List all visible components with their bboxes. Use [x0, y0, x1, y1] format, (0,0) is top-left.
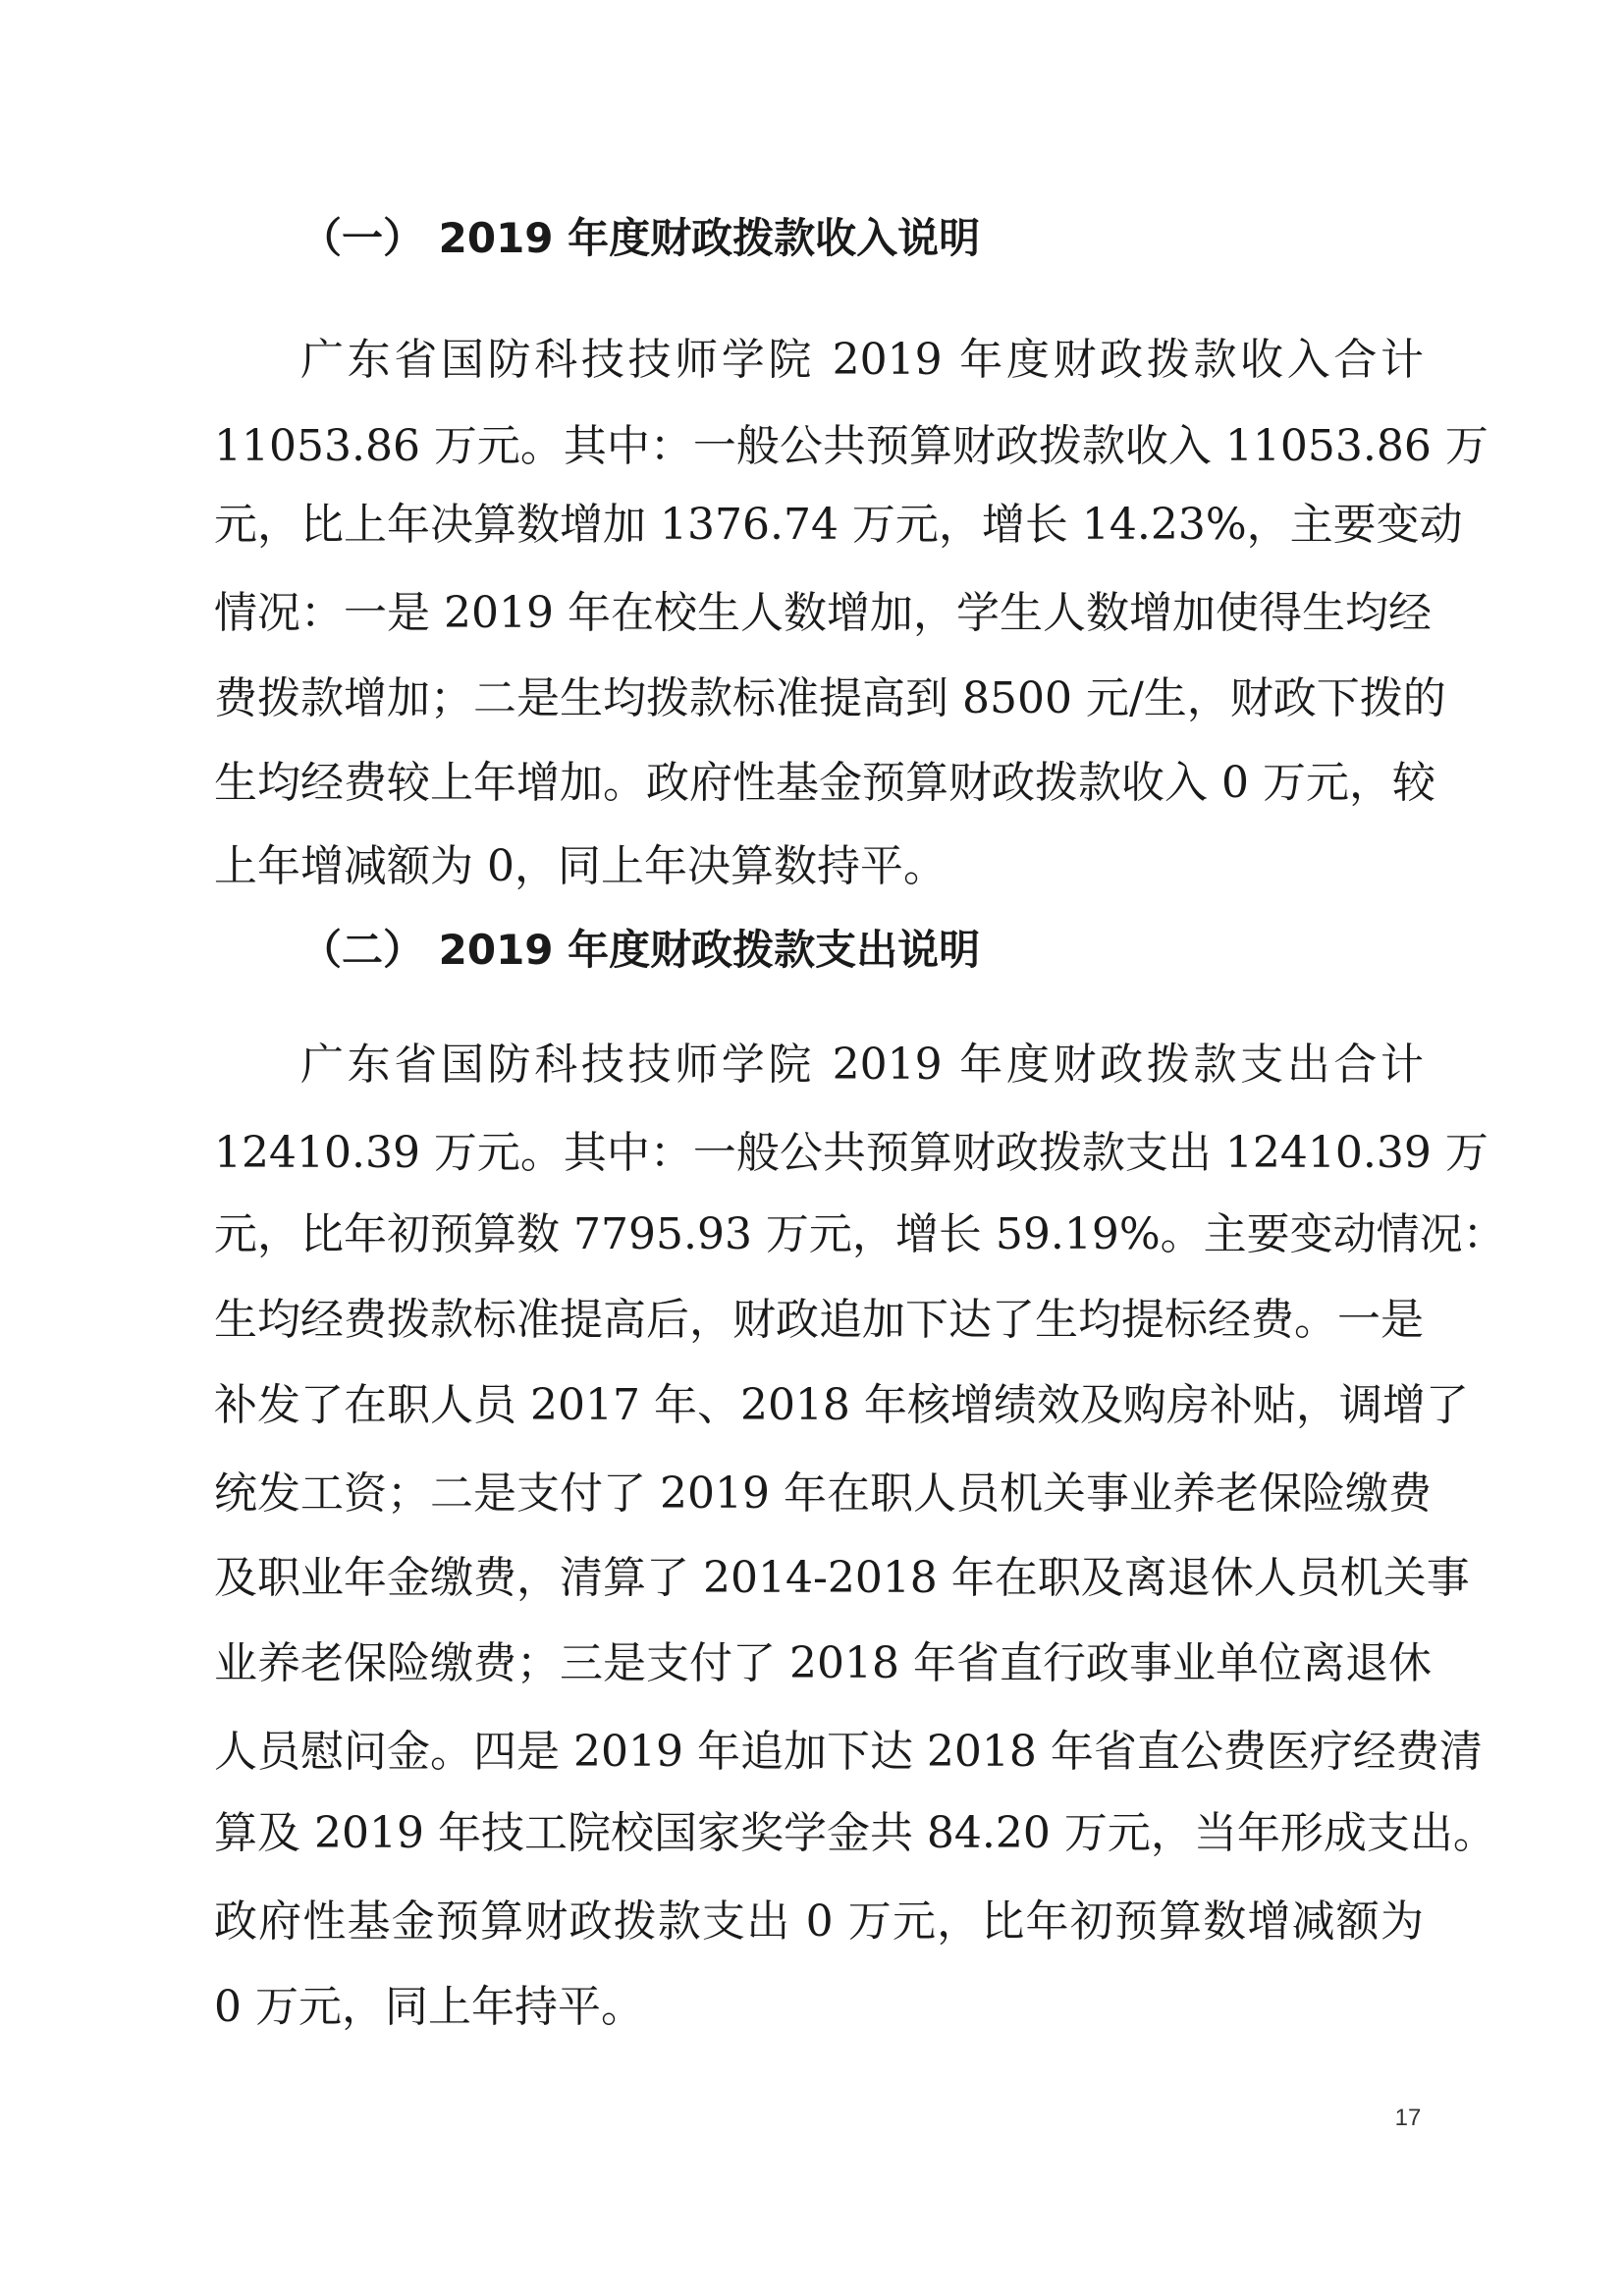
section-heading-expenditure: （二） 2019 年度财政拨款支出说明 — [300, 926, 981, 974]
paragraph-line: 统发工资；二是支付了 2019 年在职人员机关事业养老保险缴费 — [214, 1468, 1432, 1519]
paragraph-line: 生均经费较上年增加。政府性基金预算财政拨款收入 0 万元，较 — [214, 758, 1435, 808]
page-number: 17 — [1394, 2105, 1422, 2131]
paragraph-line: 人员慰问金。四是 2019 年追加下达 2018 年省直公费医疗经费清 — [214, 1727, 1483, 1777]
paragraph-line: 元，比年初预算数 7795.93 万元，增长 59.19%。主要变动情况： — [214, 1209, 1506, 1259]
paragraph-line: 费拨款增加；二是生均拨款标准提高到 8500 元/生，财政下拨的 — [214, 673, 1446, 723]
paragraph-line: 及职业年金缴费，清算了 2014-2018 年在职及离退休人员机关事 — [214, 1553, 1470, 1603]
paragraph-line: 补发了在职人员 2017 年、2018 年核增绩效及购房补贴，调增了 — [214, 1380, 1469, 1430]
paragraph-line: 业养老保险缴费；三是支付了 2018 年省直行政事业单位离退休 — [214, 1638, 1432, 1688]
paragraph-line: 上年增减额为 0，同上年决算数持平。 — [214, 841, 947, 891]
paragraph-line: 12410.39 万元。其中：一般公共预算财政拨款支出 12410.39 万 — [214, 1128, 1489, 1178]
paragraph-line: 0 万元，同上年持平。 — [214, 1982, 644, 2032]
section-heading-revenue: （一） 2019 年度财政拨款收入说明 — [300, 214, 981, 262]
paragraph-line: 元，比上年决算数增加 1376.74 万元，增长 14.23%，主要变动 — [214, 500, 1463, 550]
paragraph-line: 广东省国防科技技师学院 2019 年度财政拨款支出合计 — [300, 1040, 1424, 1090]
paragraph-line: 11053.86 万元。其中：一般公共预算财政拨款收入 11053.86 万 — [214, 421, 1489, 471]
paragraph-line: 广东省国防科技技师学院 2019 年度财政拨款收入合计 — [300, 335, 1424, 385]
paragraph-line: 生均经费拨款标准提高后，财政追加下达了生均提标经费。一是 — [214, 1295, 1424, 1345]
paragraph-line: 情况：一是 2019 年在校生人数增加，学生人数增加使得生均经 — [214, 588, 1432, 638]
paragraph-line: 政府性基金预算财政拨款支出 0 万元，比年初预算数增减额为 — [214, 1896, 1424, 1947]
paragraph-line: 算及 2019 年技工院校国家奖学金共 84.20 万元，当年形成支出。 — [214, 1808, 1496, 1858]
